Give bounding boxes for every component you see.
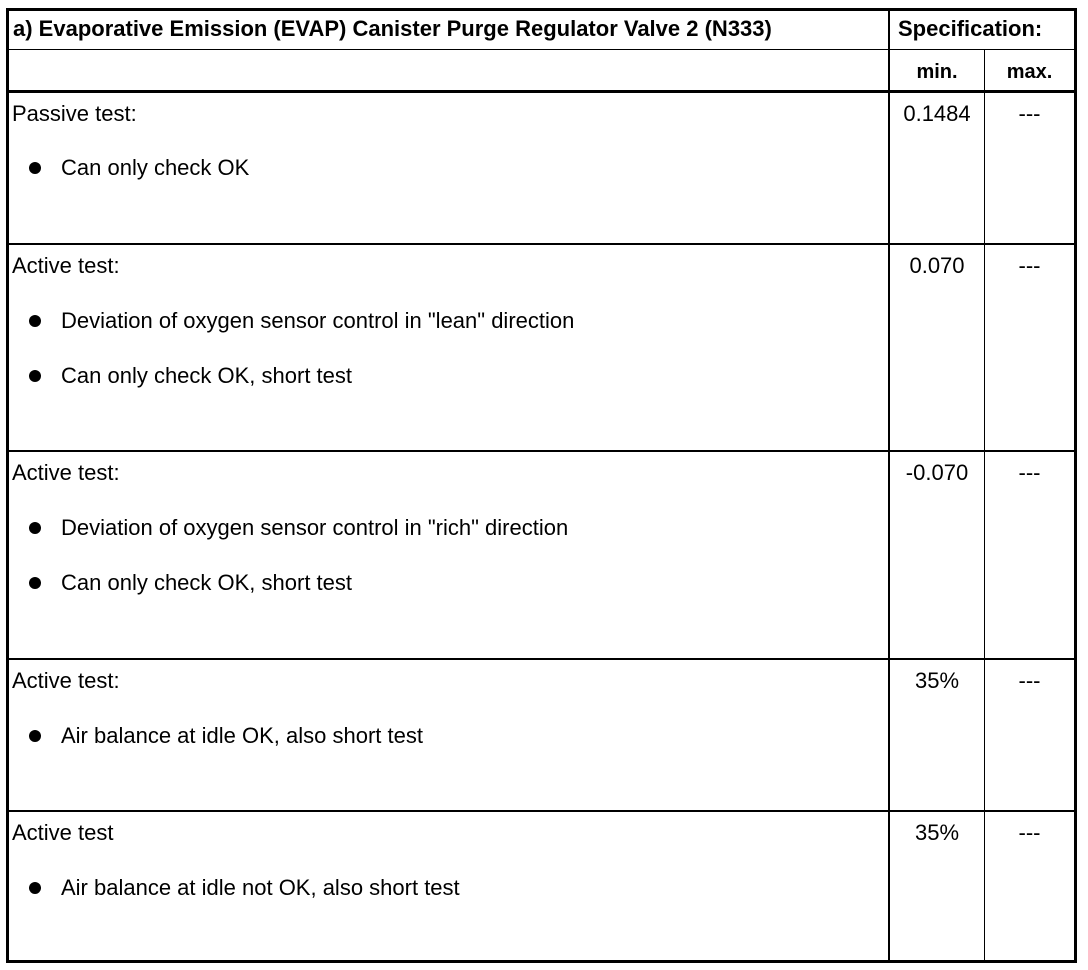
bullet-icon — [29, 315, 41, 327]
row-description — [9, 660, 888, 810]
max-value-cell — [985, 660, 1074, 810]
bullet-icon — [29, 577, 41, 589]
bullet-text: Air balance at idle not OK, also short test — [61, 875, 460, 900]
list-item — [29, 515, 568, 541]
header-divider — [9, 49, 1074, 50]
min-value: 0.070 — [909, 253, 965, 278]
list-item — [29, 723, 423, 749]
table-title: a) Evaporative Emission (EVAP) Canister Purge Regulator Valve 2 (N333) — [13, 16, 772, 41]
table-row — [9, 93, 1074, 243]
bullet-icon — [29, 882, 41, 894]
min-value: 0.1484 — [903, 101, 971, 126]
max-value: --- — [1018, 101, 1041, 126]
row-description — [9, 452, 888, 658]
spec-header-cell — [898, 16, 1078, 46]
min-value-cell — [890, 245, 984, 450]
bullet-text: Air balance at idle OK, also short test — [61, 723, 423, 748]
test-title: Active test — [12, 820, 114, 845]
list-item — [29, 308, 574, 334]
bullet-icon — [29, 370, 41, 382]
bullet-text: Can only check OK, short test — [61, 363, 353, 388]
bullet-icon — [29, 522, 41, 534]
row-description — [9, 245, 888, 450]
test-title: Active test: — [12, 668, 120, 693]
bullet-icon — [29, 730, 41, 742]
table-row — [9, 452, 1074, 658]
max-value-cell — [985, 93, 1074, 243]
max-value: --- — [1018, 460, 1041, 485]
min-value: -0.070 — [905, 460, 969, 485]
max-value-cell — [985, 812, 1074, 960]
row-description — [9, 93, 888, 243]
min-value: 35% — [914, 668, 960, 693]
row-description — [9, 812, 888, 960]
min-value-cell — [890, 452, 984, 658]
max-value: --- — [1018, 820, 1041, 845]
min-header: min. — [916, 61, 958, 83]
max-value: --- — [1018, 668, 1041, 693]
bullet-text: Deviation of oxygen sensor control in "lean" direction — [61, 308, 575, 333]
table-title-cell — [13, 16, 883, 46]
max-value: --- — [1018, 253, 1041, 278]
min-value-cell — [890, 93, 984, 243]
list-item — [29, 875, 460, 901]
max-value-cell — [985, 245, 1074, 450]
max-header: max. — [1006, 61, 1053, 83]
max-header-cell — [985, 60, 1074, 88]
min-value: 35% — [914, 820, 960, 845]
table-row — [9, 660, 1074, 810]
test-title: Active test: — [12, 253, 120, 278]
min-header-cell — [890, 60, 984, 88]
list-item — [29, 155, 249, 181]
test-title: Active test: — [12, 460, 120, 485]
bullet-icon — [29, 162, 41, 174]
list-item — [29, 570, 352, 596]
specification-table — [6, 8, 1077, 963]
min-value-cell — [890, 660, 984, 810]
test-title: Passive test: — [12, 101, 137, 126]
max-value-cell — [985, 452, 1074, 658]
min-value-cell — [890, 812, 984, 960]
spec-header: Specification: — [898, 16, 1043, 41]
list-item — [29, 363, 352, 389]
bullet-text: Deviation of oxygen sensor control in "rich" direction — [61, 515, 569, 540]
table-row — [9, 245, 1074, 450]
table-row — [9, 812, 1074, 960]
bullet-text: Can only check OK — [61, 155, 250, 180]
bullet-text: Can only check OK, short test — [61, 570, 353, 595]
